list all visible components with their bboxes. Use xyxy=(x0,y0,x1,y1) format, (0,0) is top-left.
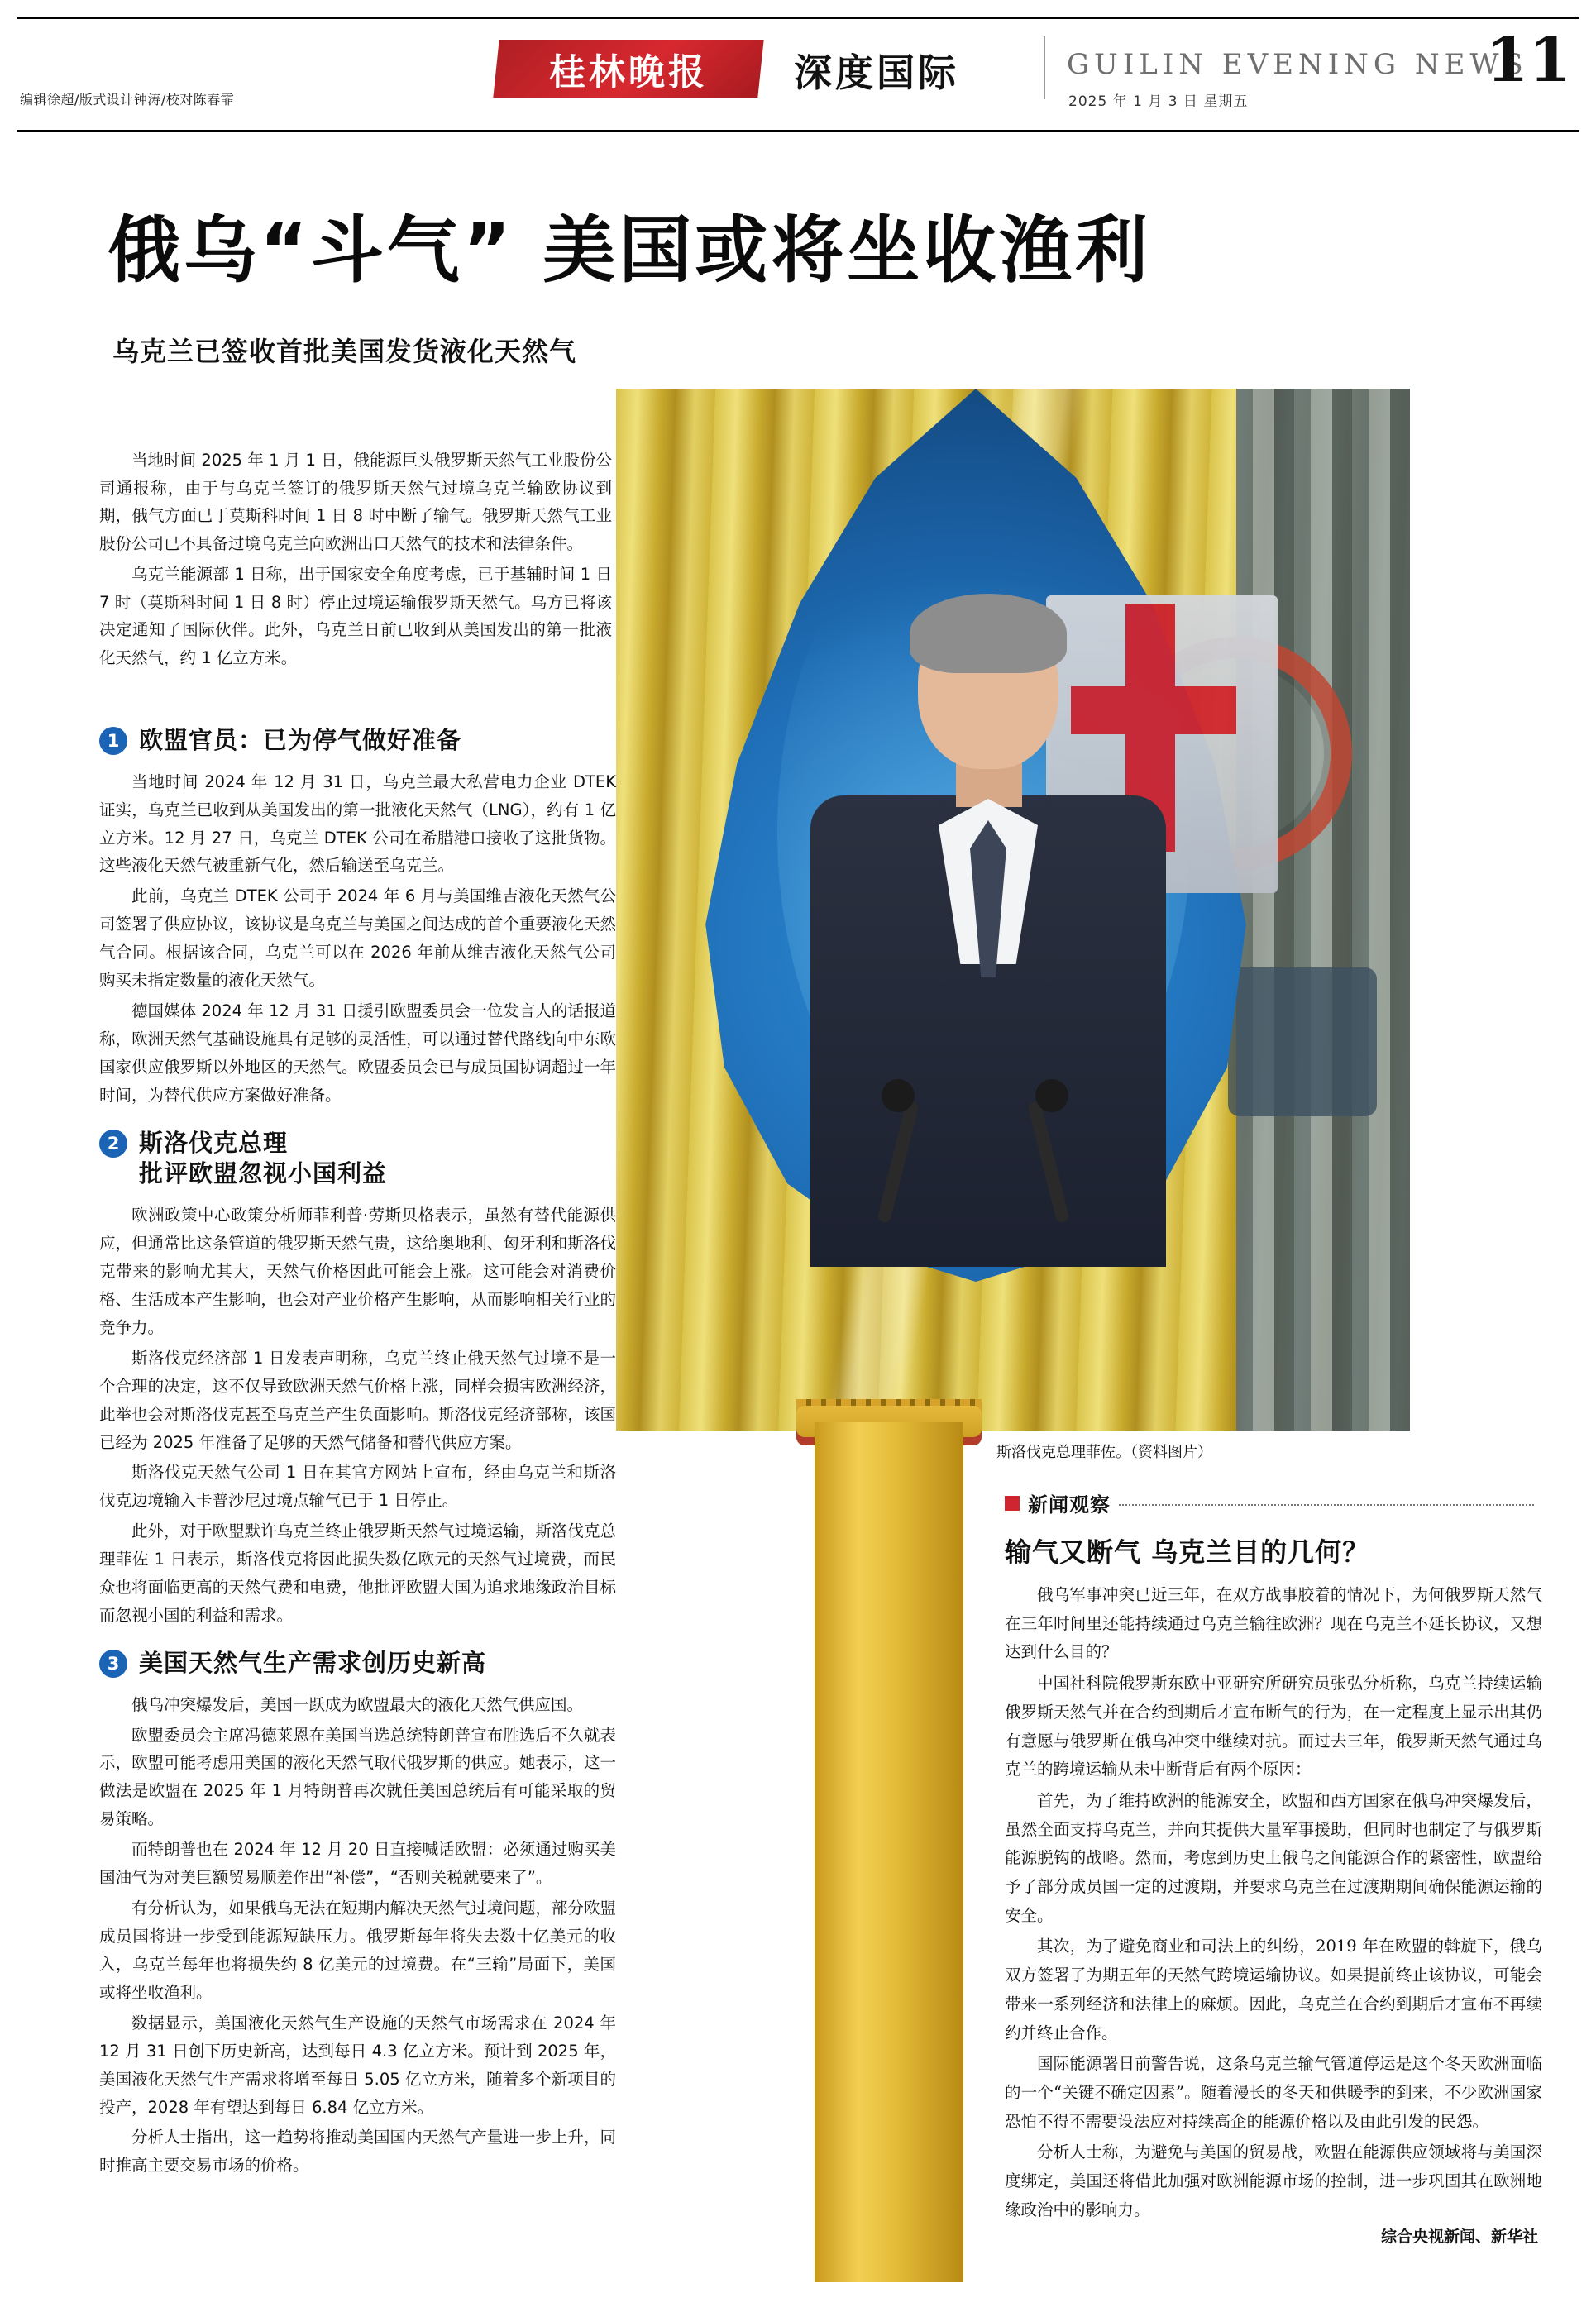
observation-body xyxy=(1005,1581,1542,2227)
section-body-1 xyxy=(99,768,616,1110)
section-title: 深度国际 xyxy=(794,50,959,95)
paragraph: 其次，为了避免商业和司法上的纠纷，2019 年在欧盟的斡旋下，俄乌双方签署了为期五年的天然气跨境运输协议。如果提前终止该协议，可能会带来一系列经济和法律上的麻烦。因此，乌克兰在合约到期后才宣布不再续约并终止合作。 xyxy=(1005,1937,1542,2042)
photo-caption: 斯洛伐克总理菲佐。（资料图片） xyxy=(996,1444,1212,1461)
paragraph: 当地时间 2024 年 12 月 31 日，乌克兰最大私营电力企业 DTEK 证实，乌克兰已收到从美国发出的第一批液化天然气（LNG），约有 1 亿立方米。12 月 27 日，乌克兰 DTEK 公司在希腊港口接收了这批货物。这些液化天然气被重新气化，然后输送至乌克兰。 xyxy=(99,771,616,876)
newspaper-logo-text: 桂林晚报 xyxy=(549,51,708,93)
section-title-3: 美国天然气生产需求创历史新高 xyxy=(139,1648,487,1677)
left-column xyxy=(99,707,616,2182)
section-heading-1 xyxy=(99,725,616,757)
page-number: 11 xyxy=(1486,25,1571,96)
subheadline: 乌克兰已签收首批美国发货液化天然气 xyxy=(112,336,577,367)
paragraph: 分析人士指出，这一趋势将推动美国国内天然气产量进一步上升，同时推高主要交易市场的价格。 xyxy=(99,2128,616,2176)
masthead-divider xyxy=(1044,36,1045,99)
paragraph: 俄乌军事冲突已近三年，在双方战事胶着的情况下，为何俄罗斯天然气在三年时间里还能持续通过乌克兰输往欧洲？现在乌克兰不延长协议，又想达到什么目的？ xyxy=(1005,1585,1542,1662)
paragraph: 国际能源署日前警告说，这条乌克兰输气管道停运是这个冬天欧洲面临的一个“关键不确定因素”。随着漫长的冬天和供暖季的到来，不少欧洲国家恐怕不得不需要设法应对持续高企的能源价格以及由此引发的民怨。 xyxy=(1005,2054,1542,2131)
red-square-icon xyxy=(1005,1496,1020,1511)
publication-date: 2025 年 1 月 3 日 星期五 xyxy=(1068,93,1249,110)
section-heading-3 xyxy=(99,1648,616,1679)
section-number-2: 2 xyxy=(99,1130,127,1158)
section-title-2 xyxy=(139,1128,387,1190)
paragraph: 欧盟委员会主席冯德莱恩在美国当选总统特朗普宣布胜选后不久就表示，欧盟可能考虑用美国的液化天然气取代俄罗斯的供应。她表示，这一做法是欧盟在 2025 年 1 月特朗普再次就任美国总统后有可能采取的贸易策略。 xyxy=(99,1725,616,1829)
newspaper-logo xyxy=(493,40,763,98)
observation-label: 新闻观察 xyxy=(1028,1493,1111,1517)
headline: 俄乌“斗气” 美国或将坐收渔利 xyxy=(108,208,1152,293)
paper-name-english: GUILIN EVENING NEWS xyxy=(1067,48,1528,81)
section-title-2-line1: 斯洛伐克总理 xyxy=(139,1128,289,1157)
paragraph: 此前，乌克兰 DTEK 公司于 2024 年 6 月与美国维吉液化天然气公司签署了供应协议，该协议是乌克兰与美国之间达成的首个重要液化天然气合同。根据该合同，乌克兰可以在 2026 年前从维吉液化天然气公司购买未指定数量的液化天然气。 xyxy=(99,886,616,991)
paragraph: 德国媒体 2024 年 12 月 31 日援引欧盟委员会一位发言人的话报道称，欧洲天然气基础设施具有足够的灵活性，可以通过替代路线向中东欧国家供应俄罗斯以外地区的天然气。欧盟委员会已与成员国协调超过一年时间，为替代供应方案做好准备。 xyxy=(99,1001,616,1105)
paragraph: 而特朗普也在 2024 年 12 月 20 日直接喊话欧盟：必须通过购买美国油气为对美巨额贸易顺差作出“补偿”，“否则关税就要来了”。 xyxy=(99,1840,616,1888)
paragraph: 俄乌冲突爆发后，美国一跃成为欧盟最大的液化天然气供应国。 xyxy=(131,1694,584,1714)
paragraph: 此外，对于欧盟默许乌克兰终止俄罗斯天然气过境运输，斯洛伐克总理菲佐 1 日表示，斯洛伐克将因此损失数亿欧元的天然气过境费，而民众也将面临更高的天然气费和电费，他批评欧盟大国为追求地缘政治目标而忽视小国的利益和需求。 xyxy=(99,1521,616,1626)
observation-header xyxy=(1005,1488,1534,1517)
paragraph: 欧洲政策中心政策分析师菲利普·劳斯贝格表示，虽然有替代能源供应，但通常比这条管道的俄罗斯天然气贵，这给奥地利、匈牙利和斯洛伐克带来的影响尤其大，天然气价格因此可能会上涨。这可能会对消费价格、生活成本产生影响，也会对产业价格产生影响，从而影响相关行业的竞争力。 xyxy=(99,1206,616,1337)
microphone-head-right xyxy=(1035,1079,1068,1112)
politician-portrait xyxy=(794,604,1183,1265)
paragraph: 数据显示，美国液化天然气生产设施的天然气市场需求在 2024 年 12 月 31 日创下历史新高，达到每日 4.3 亿立方米。预计到 2025 年，美国液化天然气生产需求将增至每日 5.05 亿立方米，随着多个新项目的投产，2028 年有望达到每日 6.84 亿立方米。 xyxy=(99,2013,616,2117)
paragraph: 有分析认为，如果俄乌无法在短期内解决天然气过境问题，部分欧盟成员国将进一步受到能源短缺压力。俄罗斯每年将失去数十亿美元的收入，乌克兰每年也将损失约 8 亿美元的过境费。在“三输”局面下，美国或将坐收渔利。 xyxy=(99,1899,616,2002)
editor-credits: 编辑徐超/版式设计钟涛/校对陈春霏 xyxy=(20,92,235,107)
lead-paragraph-2: 乌克兰能源部 1 日称，出于国家安全角度考虑，已于基辅时间 1 日 7 时（莫斯科时间 1 日 8 时）停止过境运输俄罗斯天然气。乌方已将该决定通知了国际伙伴。此外，乌克兰日前已收到从美国发出的第一批液化天然气，约 1 亿立方米。 xyxy=(99,565,612,667)
paragraph: 首先，为了维持欧洲的能源安全，欧盟和西方国家在俄乌冲突爆发后，虽然全面支持乌克兰，并向其提供大量军事援助，但同时也制定了与俄罗斯能源脱钩的战略。然而，考虑到历史上俄乌之间能源合作的紧密性，欧盟给予了部分成员国一定的过渡期，并要求乌克兰在过渡期期间确保能源运输的安全。 xyxy=(1005,1790,1542,1925)
portrait-hair xyxy=(910,594,1067,673)
section-body-2 xyxy=(99,1201,616,1630)
pipeline-dark-section xyxy=(1236,389,1410,1431)
feature-illustration xyxy=(616,389,1410,1431)
section-number-1: 1 xyxy=(99,727,127,755)
masthead xyxy=(0,0,1596,132)
section-title-2-line2: 批评欧盟忽视小国利益 xyxy=(139,1159,388,1188)
microphone-head-left xyxy=(882,1079,915,1112)
paragraph: 斯洛伐克天然气公司 1 日在其官方网站上宣布，经由乌克兰和斯洛伐克边境输入卡普沙尼过境点输气已于 1 日停止。 xyxy=(99,1463,616,1511)
paragraph: 分析人士称，为避免与美国的贸易战，欧盟在能源供应领域将与美国深度绑定，美国还将借此加强对欧洲能源市场的控制，进一步巩固其在欧洲地缘政治中的影响力。 xyxy=(1005,2142,1542,2219)
pipe-column xyxy=(815,1422,963,2282)
observation-dash-rule xyxy=(1119,1504,1534,1507)
paragraph: 中国社科院俄罗斯东欧中亚研究所研究员张弘分析称，乌克兰持续运输俄罗斯天然气并在合约到期后才宣布断气的行为，在一定程度上显示出其仍有意愿与俄罗斯在俄乌冲突中继续对抗。而过去三年，俄罗斯天然气通过乌克兰的跨境运输从未中断背后有两个原因： xyxy=(1005,1674,1542,1779)
lead-paragraph-1: 当地时间 2025 年 1 月 1 日，俄能源巨头俄罗斯天然气工业股份公司通报称，由于与乌克兰签订的俄罗斯天然气过境乌克兰输欧协议到期，俄气方面已于莫斯科时间 1 日 8 时中断了输气。俄罗斯天然气工业股份公司已不具备过境乌克兰向欧洲出口天然气的技术和法律条件。 xyxy=(99,451,612,553)
byline: 综合央视新闻、新华社 xyxy=(1380,2228,1538,2246)
masthead-top-rule xyxy=(17,17,1579,19)
lead-paragraphs xyxy=(99,447,612,675)
section-heading-2 xyxy=(99,1128,616,1190)
masthead-bottom-rule xyxy=(17,130,1579,132)
section-number-3: 3 xyxy=(99,1650,127,1678)
paragraph: 斯洛伐克经济部 1 日发表声明称，乌克兰终止俄天然气过境不是一个合理的决定，这不仅导致欧洲天然气价格上涨，同样会损害欧洲经济，此举也会对斯洛伐克甚至乌克兰产生负面影响。斯洛伐克经济部称，该国已经为 2025 年准备了足够的天然气储备和替代供应方案。 xyxy=(99,1348,616,1452)
observation-title: 输气又断气 乌克兰目的几何？ xyxy=(1005,1536,1370,1568)
section-title-1: 欧盟官员：已为停气做好准备 xyxy=(139,726,462,754)
section-body-3 xyxy=(99,1691,616,2181)
valve-block xyxy=(1228,967,1377,1116)
